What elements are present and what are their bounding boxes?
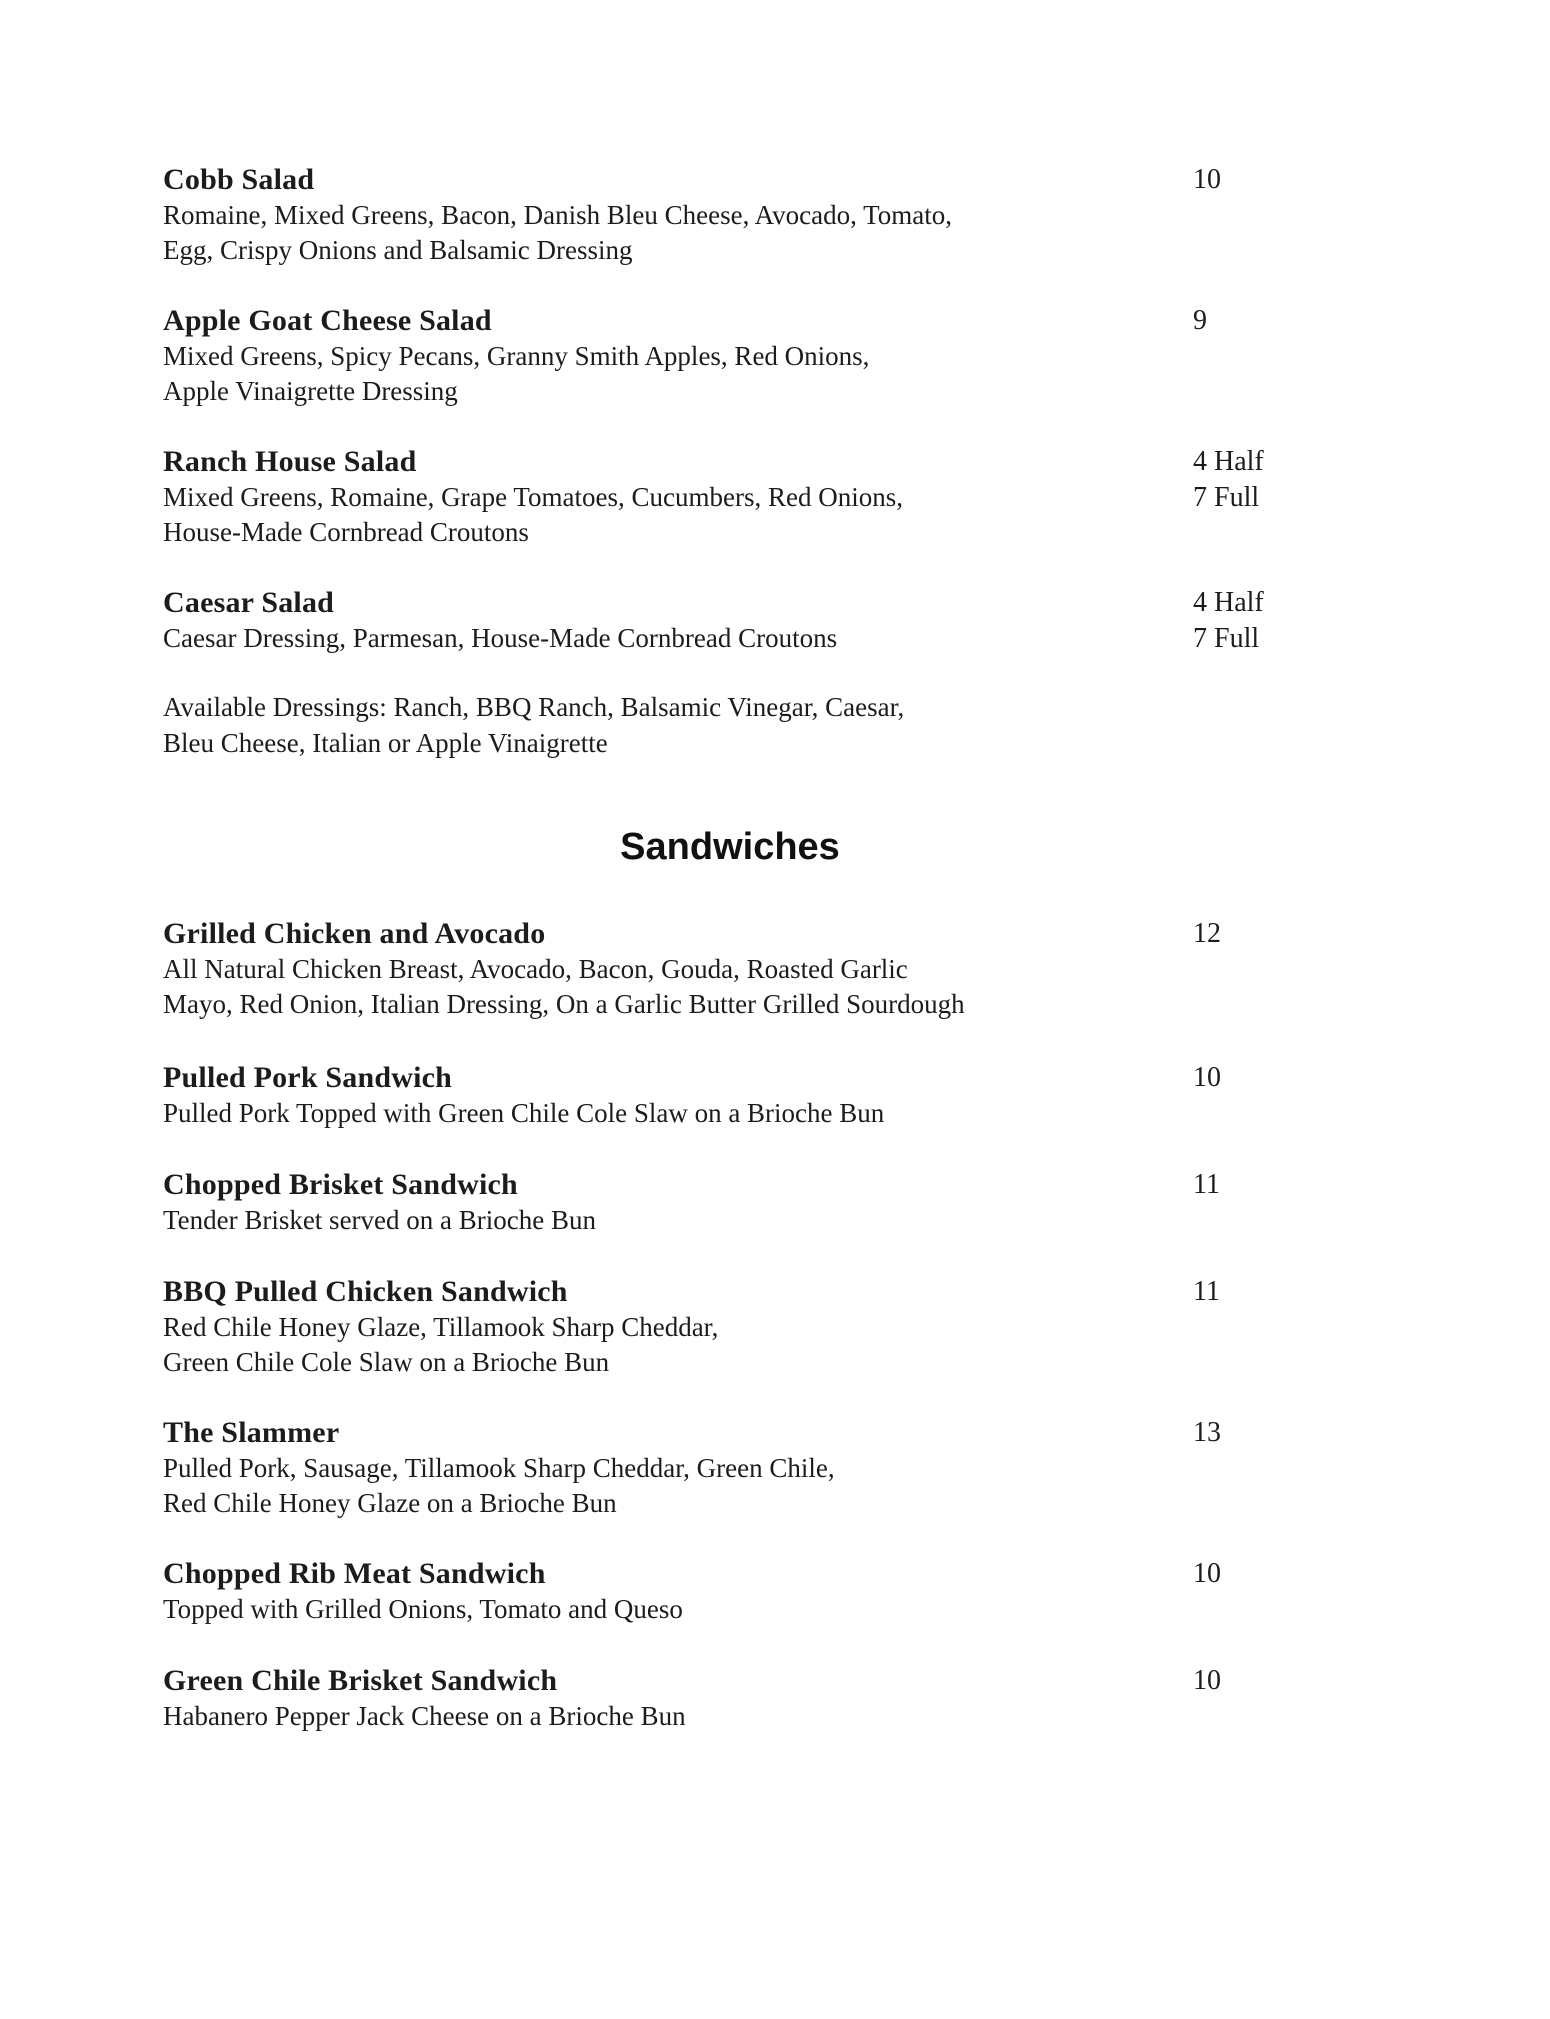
item-price: [1193, 444, 1264, 516]
item-name: Chopped Rib Meat Sandwich: [163, 1557, 546, 1590]
price-line: 13: [1193, 1417, 1221, 1448]
item-price: [1193, 1167, 1220, 1203]
item-name: Chopped Brisket Sandwich: [163, 1168, 518, 1201]
description-line: Mayo, Red Onion, Italian Dressing, On a Garlic Butter Grilled Sourdough: [163, 989, 965, 1019]
menu-item-bbq-pulled-chicken-sandwich: [163, 1274, 1313, 1380]
description-line: All Natural Chicken Breast, Avocado, Bacon, Gouda, Roasted Garlic: [163, 954, 908, 984]
price-line: 10: [1193, 1558, 1221, 1589]
price-line: 12: [1193, 918, 1221, 949]
menu-item-caesar-salad: [163, 585, 1313, 656]
note-line: Bleu Cheese, Italian or Apple Vinaigrette: [163, 728, 608, 758]
menu-item-cobb-salad: [163, 162, 1313, 268]
price-line: 11: [1193, 1169, 1220, 1200]
description-line: Romaine, Mixed Greens, Bacon, Danish Bleu Cheese, Avocado, Tomato,: [163, 200, 952, 230]
item-description: [163, 480, 1313, 550]
price-line: 11: [1193, 1276, 1220, 1307]
item-price: [1193, 1415, 1221, 1451]
item-name: Ranch House Salad: [163, 445, 417, 478]
price-line: 4 Half: [1193, 587, 1264, 618]
menu-item-pulled-pork-sandwich: [163, 1060, 1313, 1131]
menu-item-grilled-chicken-avocado: [163, 916, 1313, 1022]
description-line: Tender Brisket served on a Brioche Bun: [163, 1205, 596, 1235]
item-description: [163, 1203, 1313, 1238]
item-name: BBQ Pulled Chicken Sandwich: [163, 1275, 568, 1308]
item-name: The Slammer: [163, 1416, 340, 1449]
item-price: [1193, 585, 1264, 657]
description-line: Red Chile Honey Glaze on a Brioche Bun: [163, 1488, 617, 1518]
item-description: [163, 952, 1313, 1022]
item-description: [163, 1699, 1313, 1734]
item-name: Green Chile Brisket Sandwich: [163, 1664, 558, 1697]
item-price: [1193, 162, 1221, 198]
item-price: [1193, 916, 1221, 952]
description-line: Pulled Pork Topped with Green Chile Cole Slaw on a Brioche Bun: [163, 1098, 885, 1128]
item-description: [163, 339, 1313, 409]
description-line: Pulled Pork, Sausage, Tillamook Sharp Cheddar, Green Chile,: [163, 1453, 835, 1483]
menu-item-chopped-brisket-sandwich: [163, 1167, 1313, 1238]
item-price: [1193, 1663, 1221, 1699]
item-price: [1193, 1274, 1220, 1310]
menu-item-apple-goat-cheese-salad: [163, 303, 1313, 409]
item-description: [163, 198, 1313, 268]
item-name: Caesar Salad: [163, 586, 335, 619]
price-line: 10: [1193, 1665, 1221, 1696]
description-line: Green Chile Cole Slaw on a Brioche Bun: [163, 1347, 610, 1377]
menu-item-green-chile-brisket-sandwich: [163, 1663, 1313, 1734]
item-price: [1193, 1060, 1221, 1096]
note-line: Available Dressings: Ranch, BBQ Ranch, Balsamic Vinegar, Caesar,: [163, 692, 905, 722]
item-name: Pulled Pork Sandwich: [163, 1061, 453, 1094]
menu-item-ranch-house-salad: [163, 444, 1313, 550]
description-line: Topped with Grilled Onions, Tomato and Queso: [163, 1594, 683, 1624]
price-line: 10: [1193, 164, 1221, 195]
item-description: [163, 621, 1313, 656]
menu-item-chopped-rib-meat-sandwich: [163, 1556, 1313, 1627]
price-line: 10: [1193, 1062, 1221, 1093]
item-name: Apple Goat Cheese Salad: [163, 304, 492, 337]
description-line: House-Made Cornbread Croutons: [163, 517, 529, 547]
description-line: Apple Vinaigrette Dressing: [163, 376, 458, 406]
section-heading-sandwiches: Sandwiches: [620, 826, 840, 868]
price-line: 7 Full: [1193, 482, 1260, 513]
description-line: Mixed Greens, Spicy Pecans, Granny Smith Apples, Red Onions,: [163, 341, 870, 371]
price-line: 9: [1193, 305, 1207, 336]
item-name: Cobb Salad: [163, 163, 315, 196]
description-line: Red Chile Honey Glaze, Tillamook Sharp Cheddar,: [163, 1312, 719, 1342]
dressings-note: [163, 689, 904, 761]
item-description: [163, 1096, 1313, 1131]
menu-item-the-slammer: [163, 1415, 1313, 1521]
item-price: [1193, 1556, 1221, 1592]
item-description: [163, 1451, 1313, 1521]
price-line: 4 Half: [1193, 446, 1264, 477]
item-price: [1193, 303, 1207, 339]
item-name: Grilled Chicken and Avocado: [163, 917, 546, 950]
item-description: [163, 1310, 1313, 1380]
price-line: 7 Full: [1193, 623, 1260, 654]
description-line: Mixed Greens, Romaine, Grape Tomatoes, Cucumbers, Red Onions,: [163, 482, 903, 512]
description-line: Habanero Pepper Jack Cheese on a Brioche Bun: [163, 1701, 686, 1731]
description-line: Caesar Dressing, Parmesan, House-Made Cornbread Croutons: [163, 623, 838, 653]
item-description: [163, 1592, 1313, 1627]
description-line: Egg, Crispy Onions and Balsamic Dressing: [163, 235, 633, 265]
